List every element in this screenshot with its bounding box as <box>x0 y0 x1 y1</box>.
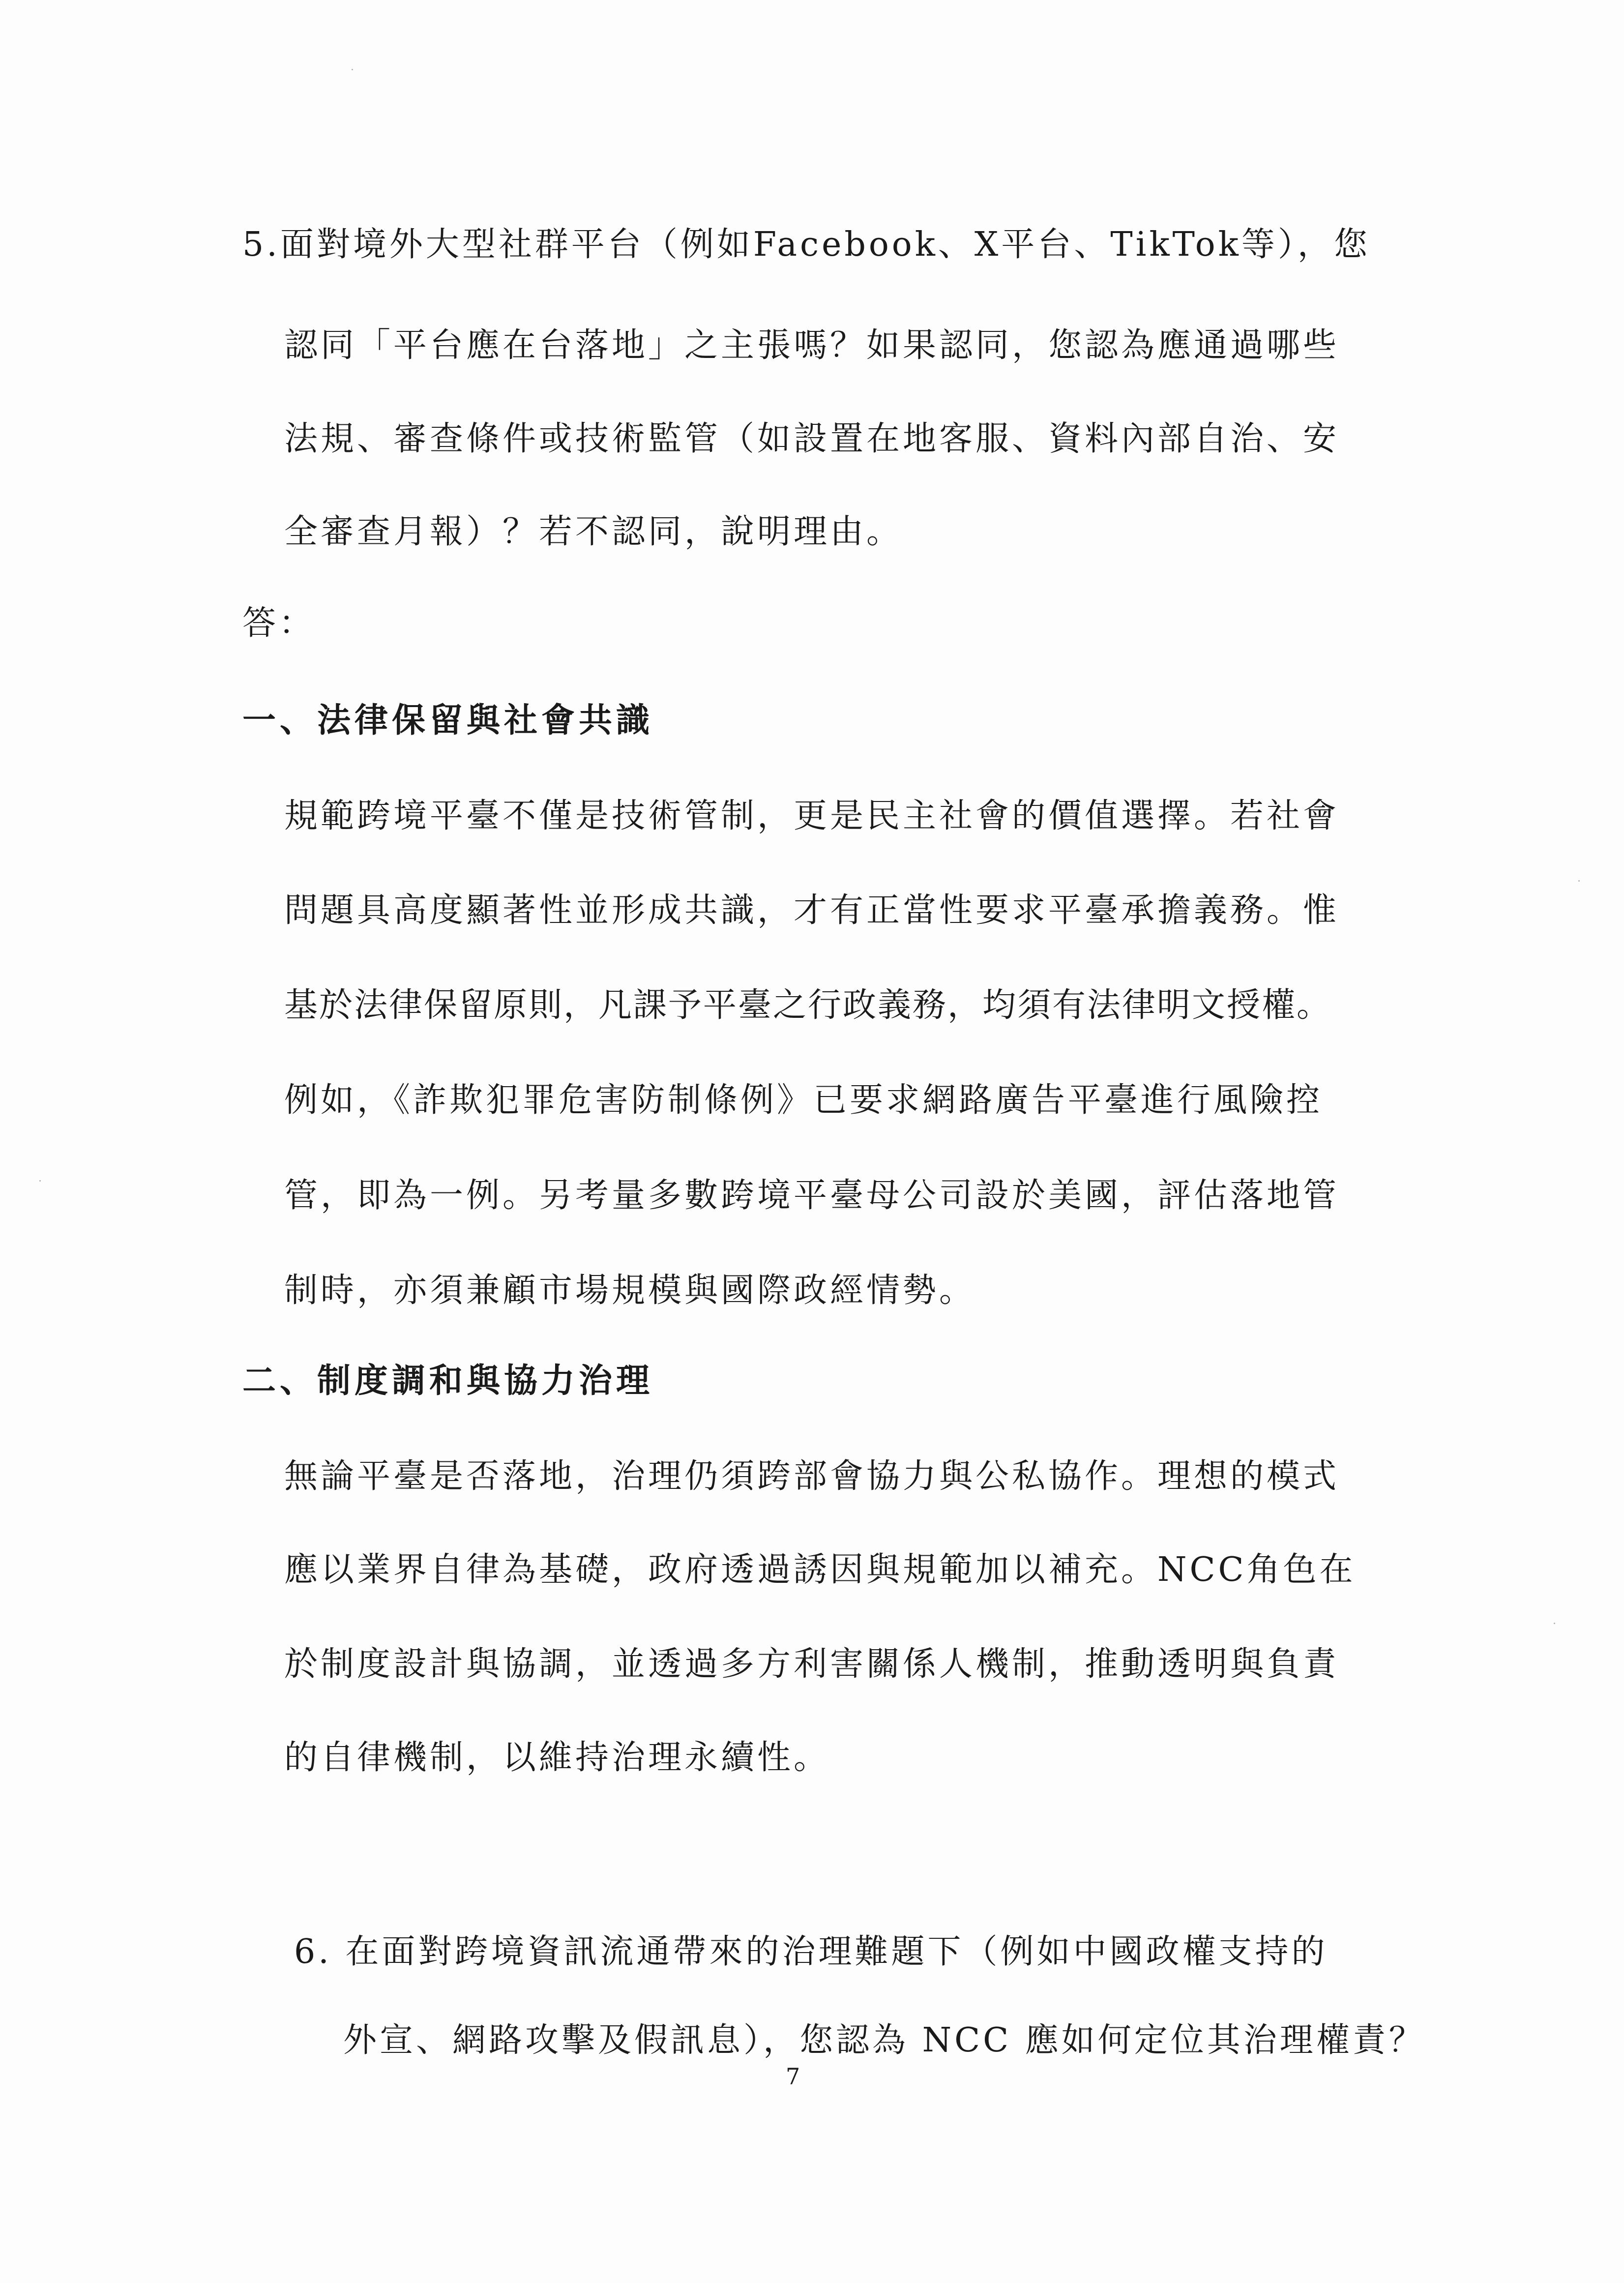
scan-speck <box>352 69 353 70</box>
section-1-line-4: 例如，《詐欺犯罪危害防制條例》已要求網路廣告平臺進行風險控 <box>284 1081 1323 1120</box>
section-1-line-3: 基於法律保留原則，凡課予平臺之行政義務，均須有法律明文授權。 <box>284 986 1332 1025</box>
scan-speck <box>39 1180 41 1182</box>
section-1-line-2: 問題具高度顯著性並形成共識，才有正當性要求平臺承擔義務。惟 <box>284 891 1340 930</box>
section-1-line-6: 制時，亦須兼顧市場規模與國際政經情勢。 <box>284 1271 976 1310</box>
section-2-line-1: 無論平臺是否落地，治理仍須跨部會協力與公私協作。理想的模式 <box>284 1457 1340 1496</box>
section-2-line-3: 於制度設計與協調，並透過多方利害關係人機制，推動透明與負責 <box>284 1645 1340 1684</box>
question-5-line-4: 全審查月報）？若不認同，說明理由。 <box>284 512 903 551</box>
question-5-line-1: 5.面對境外大型社群平台（例如Facebook、X平台、TikTok等），您 <box>242 225 1370 264</box>
answer-label: 答： <box>242 604 316 643</box>
section-1-line-1: 規範跨境平臺不僅是技術管制，更是民主社會的價值選擇。若社會 <box>284 797 1340 835</box>
section-1-line-5: 管，即為一例。另考量多數跨境平臺母公司設於美國，評估落地管 <box>284 1176 1340 1215</box>
question-6-line-2: 外宣、網路攻擊及假訊息），您認為 NCC 應如何定位其治理權責？ <box>343 2021 1425 2060</box>
page-number: 7 <box>786 2063 800 2090</box>
section-2-line-4: 的自律機制，以維持治理永續性。 <box>284 1738 830 1777</box>
question-5-line-3: 法規、審查條件或技術監管（如設置在地客服、資料內部自治、安 <box>284 419 1340 458</box>
section-1-heading: 一、法律保留與社會共識 <box>242 701 654 740</box>
scan-speck <box>1554 1623 1555 1624</box>
scan-speck <box>1578 880 1580 882</box>
section-2-heading: 二、制度調和與協力治理 <box>242 1361 654 1400</box>
question-6-line-1: 6. 在面對跨境資訊流通帶來的治理難題下（例如中國政權支持的 <box>294 1932 1328 1971</box>
question-5-line-2: 認同「平台應在台落地」之主張嗎？如果認同，您認為應通過哪些 <box>284 326 1340 365</box>
section-2-line-2: 應以業界自律為基礎，政府透過誘因與規範加以補充。NCC角色在 <box>284 1550 1356 1589</box>
